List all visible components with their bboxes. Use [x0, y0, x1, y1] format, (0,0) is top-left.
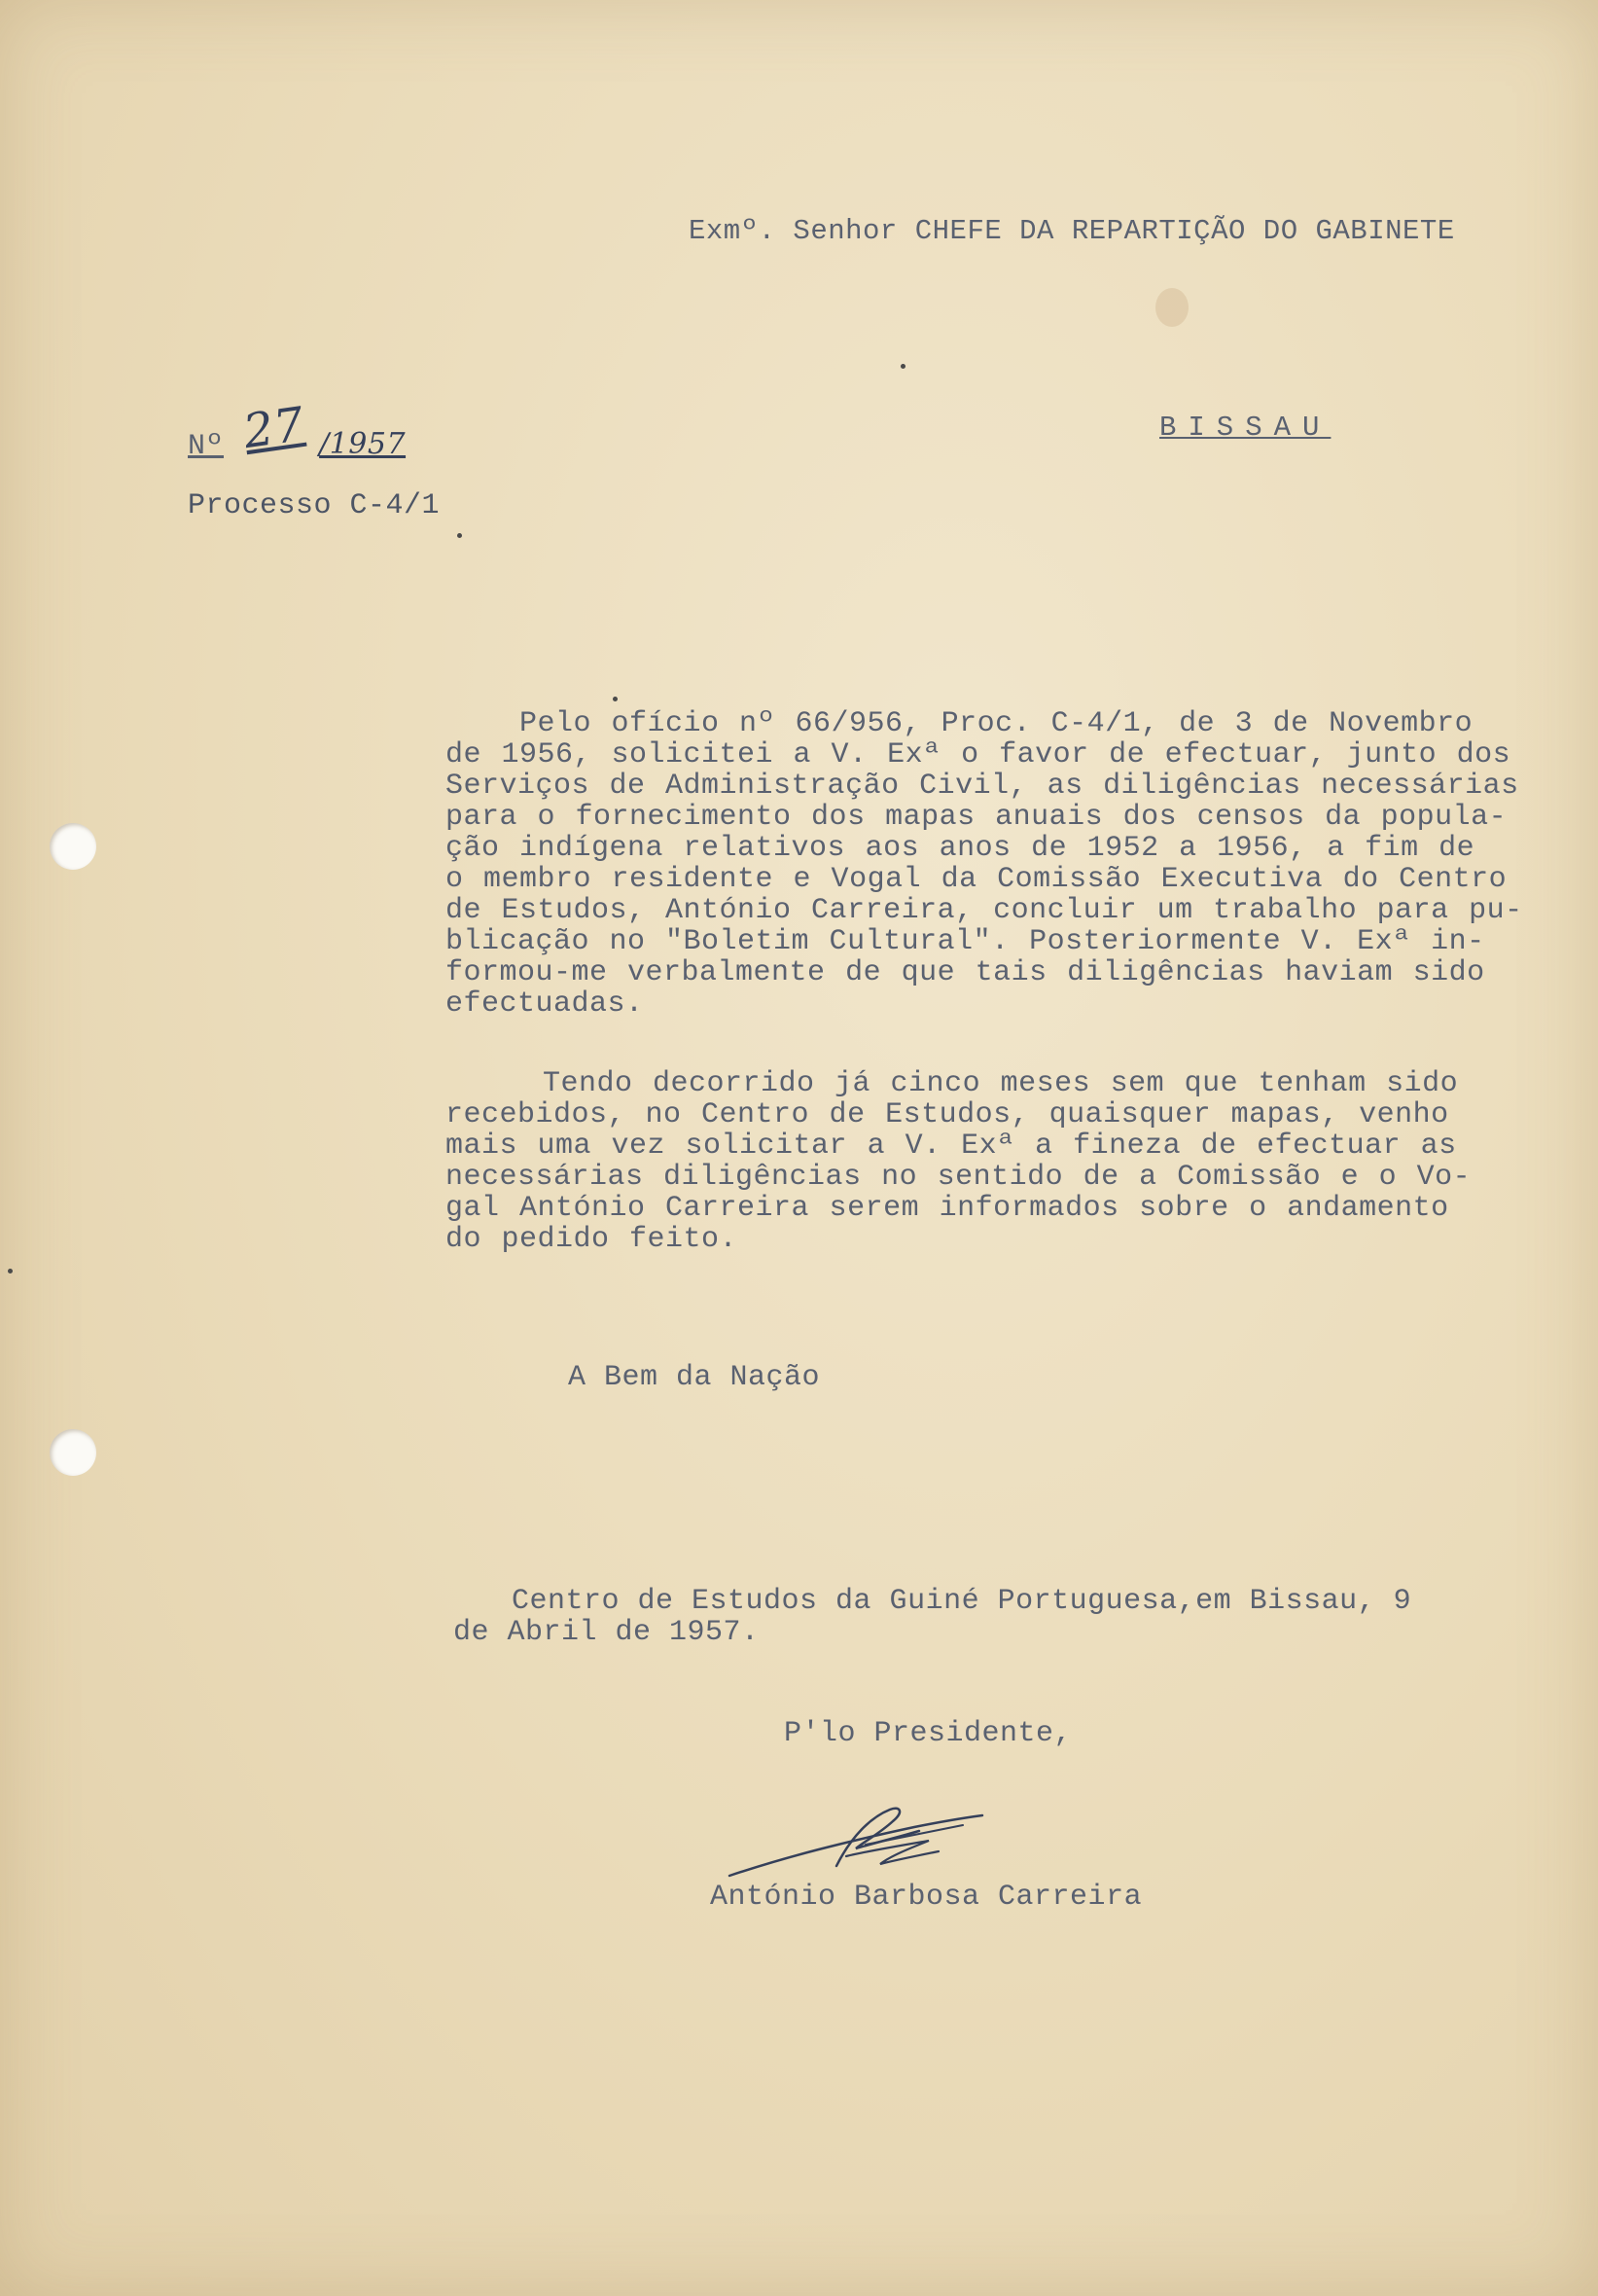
paragraph-line: recebidos, no Centro de Estudos, quaisquer mapas, venho: [445, 1098, 1449, 1131]
number-year: /1957: [319, 427, 407, 461]
body-paragraph-1: [445, 708, 1523, 1020]
signer-name: António Barbosa Carreira: [710, 1881, 1143, 1914]
punch-hole-top: [50, 823, 96, 870]
paragraph-line: blicação no "Boletim Cultural". Posteriormente V. Exª in-: [445, 925, 1485, 958]
paragraph-line: mais uma vez solicitar a V. Exª a fineza de efectuar as: [445, 1130, 1457, 1163]
paragraph-line: efectuadas.: [445, 987, 644, 1021]
paragraph-line: Pelo ofício nº 66/956, Proc. C-4/1, de 3 de Novembro: [519, 707, 1474, 740]
paper-speck: [8, 1269, 13, 1274]
closing-salutation: A Bem da Nação: [568, 1361, 821, 1394]
paragraph-line: do pedido feito.: [445, 1223, 738, 1256]
punch-hole-bottom: [50, 1429, 96, 1476]
paper-stain: [1155, 288, 1189, 327]
processo-reference: Processo C-4/1: [188, 489, 441, 522]
paragraph-line: para o fornecimento dos mapas anuais dos censos da popula-: [445, 801, 1508, 834]
for-president-line: P'lo Presidente,: [784, 1717, 1073, 1750]
body-paragraph-2: [445, 1068, 1471, 1255]
place-date-line: Centro de Estudos da Guiné Portuguesa,em Bissau, 9: [512, 1585, 1412, 1618]
paragraph-line: de Estudos, António Carreira, concluir um trabalho para pu-: [445, 894, 1523, 927]
paragraph-line: de 1956, solicitei a V. Exª o favor de efectuar, junto dos: [445, 738, 1511, 771]
paragraph-line: necessárias diligências no sentido de a Comissão e o Vo-: [445, 1161, 1472, 1194]
place-date-line: de Abril de 1957.: [453, 1616, 760, 1649]
addressee-line: Exmº. Senhor CHEFE DA REPARTIÇÃO DO GABINETE: [689, 215, 1455, 247]
handwritten-number: 27: [240, 397, 308, 460]
reference-number: [188, 397, 407, 463]
paragraph-line: ção indígena relativos aos anos de 1952 a 1956, a fim de: [445, 832, 1475, 865]
paragraph-line: gal António Carreira serem informados sobre o andamento: [445, 1192, 1449, 1225]
city-heading: BISSAU: [1159, 412, 1332, 444]
paragraph-line: Tendo decorrido já cinco meses sem que tenham sido: [543, 1067, 1459, 1100]
handwritten-signature: [710, 1798, 1002, 1885]
paper-speck: [613, 697, 618, 701]
place-and-date: [453, 1585, 1412, 1649]
paper-speck: [457, 533, 462, 538]
paragraph-line: formou-me verbalmente de que tais diligências haviam sido: [445, 956, 1485, 989]
number-prefix: Nº: [188, 430, 225, 463]
paper-speck: [901, 364, 906, 369]
paragraph-line: o membro residente e Vogal da Comissão Executiva do Centro: [445, 863, 1508, 896]
paragraph-line: Serviços de Administração Civil, as diligências necessárias: [445, 770, 1519, 803]
